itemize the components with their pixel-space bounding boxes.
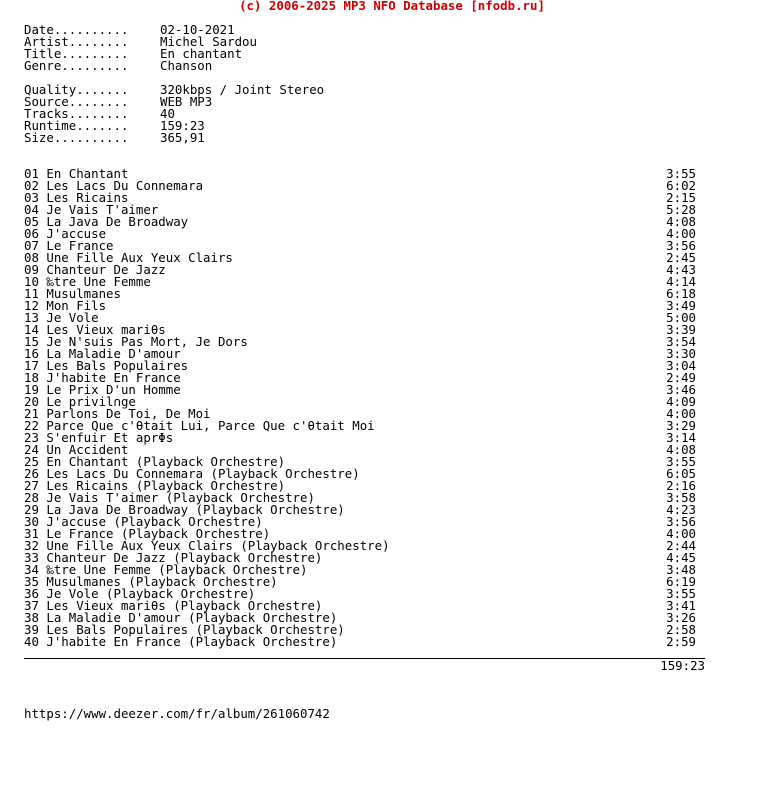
tech-label: Tracks........ bbox=[24, 106, 129, 121]
info-value: Michel Sardou bbox=[160, 34, 257, 49]
track-row bbox=[24, 288, 704, 300]
track-duration: 2:15 bbox=[666, 190, 696, 205]
track-duration: 2:16 bbox=[666, 478, 696, 493]
track-title: 01 En Chantant bbox=[24, 166, 129, 181]
track-title: 21 Parlons De Toi, De Moi bbox=[24, 406, 211, 421]
info-value: Chanson bbox=[160, 58, 213, 73]
track-title: 16 La Maladie D'amour bbox=[24, 346, 181, 361]
source-url[interactable]: https://www.deezer.com/fr/album/261060742 bbox=[24, 706, 330, 721]
track-title: 39 Les Bals Populaires (Playback Orchestre) bbox=[24, 622, 345, 637]
track-duration: 4:14 bbox=[666, 274, 696, 289]
track-duration: 3:56 bbox=[666, 514, 696, 529]
track-title: 03 Les Ricains bbox=[24, 190, 129, 205]
track-title: 31 Le France (Playback Orchestre) bbox=[24, 526, 271, 541]
track-duration: 3:41 bbox=[666, 598, 696, 613]
track-title: 02 Les Lacs Du Connemara bbox=[24, 178, 204, 193]
copyright-banner: (c) 2006-2025 MP3 NFO Database [nfodb.ru] bbox=[239, 0, 545, 13]
track-duration: 3:30 bbox=[666, 346, 696, 361]
track-duration: 5:28 bbox=[666, 202, 696, 217]
track-title: 33 Chanteur De Jazz (Playback Orchestre) bbox=[24, 550, 323, 565]
track-duration: 6:19 bbox=[666, 574, 696, 589]
track-title: 18 J'habite En France bbox=[24, 370, 181, 385]
track-duration: 3:26 bbox=[666, 610, 696, 625]
track-row bbox=[24, 228, 704, 240]
track-title: 36 Je Vole (Playback Orchestre) bbox=[24, 586, 256, 601]
track-duration: 6:05 bbox=[666, 466, 696, 481]
track-title: 09 Chanteur De Jazz bbox=[24, 262, 166, 277]
track-title: 38 La Maladie D'amour (Playback Orchestre) bbox=[24, 610, 338, 625]
track-title: 14 Les Vieux mariθs bbox=[24, 322, 166, 337]
track-title: 22 Parce Que c'θtait Lui, Parce Que c'θtait Moi bbox=[24, 418, 375, 433]
tech-label: Quality....... bbox=[24, 82, 129, 97]
track-title: 10 ‰tre Une Femme bbox=[24, 274, 151, 289]
track-title: 07 Le France bbox=[24, 238, 114, 253]
track-duration: 5:00 bbox=[666, 310, 696, 325]
track-duration: 3:54 bbox=[666, 334, 696, 349]
track-duration: 3:55 bbox=[666, 166, 696, 181]
track-duration: 6:18 bbox=[666, 286, 696, 301]
tech-value: 365,91 bbox=[160, 130, 205, 145]
track-title: 29 La Java De Broadway (Playback Orchestre) bbox=[24, 502, 345, 517]
track-row bbox=[24, 300, 704, 312]
track-duration: 2:45 bbox=[666, 250, 696, 265]
tech-value: 320kbps / Joint Stereo bbox=[160, 82, 325, 97]
tech-value: WEB MP3 bbox=[160, 94, 213, 109]
track-title: 08 Une Fille Aux Yeux Clairs bbox=[24, 250, 233, 265]
track-duration: 3:49 bbox=[666, 298, 696, 313]
track-title: 32 Une Fille Aux Yeux Clairs (Playback Orchestre) bbox=[24, 538, 390, 553]
track-duration: 3:29 bbox=[666, 418, 696, 433]
info-value: 02-10-2021 bbox=[160, 22, 235, 37]
track-title: 06 J'accuse bbox=[24, 226, 107, 241]
track-title: 40 J'habite En France (Playback Orchestre) bbox=[24, 634, 338, 649]
track-duration: 4:00 bbox=[666, 526, 696, 541]
info-label: Artist........ bbox=[24, 34, 129, 49]
track-title: 04 Je Vais T'aimer bbox=[24, 202, 159, 217]
track-duration: 2:58 bbox=[666, 622, 696, 637]
track-title: 15 Je N'suis Pas Mort, Je Dors bbox=[24, 334, 248, 349]
tracklist bbox=[24, 168, 704, 648]
track-title: 37 Les Vieux mariθs (Playback Orchestre) bbox=[24, 598, 323, 613]
track-duration: 4:43 bbox=[666, 262, 696, 277]
total-divider bbox=[24, 658, 705, 659]
track-title: 34 ‰tre Une Femme (Playback Orchestre) bbox=[24, 562, 308, 577]
track-duration: 4:09 bbox=[666, 394, 696, 409]
info-value: En chantant bbox=[160, 46, 243, 61]
track-title: 23 S'enfuir Et aprΦs bbox=[24, 430, 174, 445]
track-title: 20 Le privil∩ge bbox=[24, 394, 136, 409]
info-label: Title......... bbox=[24, 46, 129, 61]
track-duration: 3:55 bbox=[666, 454, 696, 469]
track-duration: 2:49 bbox=[666, 370, 696, 385]
tech-label: Runtime....... bbox=[24, 118, 129, 133]
track-duration: 3:39 bbox=[666, 322, 696, 337]
track-title: 12 Mon Fils bbox=[24, 298, 107, 313]
track-duration: 3:48 bbox=[666, 562, 696, 577]
track-row bbox=[24, 636, 704, 648]
total-runtime: 159:23 bbox=[660, 658, 705, 673]
track-duration: 3:14 bbox=[666, 430, 696, 445]
track-title: 11 Musulmanes bbox=[24, 286, 121, 301]
info-label: Date.......... bbox=[24, 22, 129, 37]
track-duration: 4:00 bbox=[666, 226, 696, 241]
track-title: 13 Je Vole bbox=[24, 310, 99, 325]
track-duration: 4:08 bbox=[666, 442, 696, 457]
track-title: 25 En Chantant (Playback Orchestre) bbox=[24, 454, 286, 469]
tech-label: Source........ bbox=[24, 94, 129, 109]
track-title: 35 Musulmanes (Playback Orchestre) bbox=[24, 574, 278, 589]
track-row bbox=[24, 276, 704, 288]
track-duration: 4:23 bbox=[666, 502, 696, 517]
track-duration: 4:08 bbox=[666, 214, 696, 229]
track-title: 24 Un Accident bbox=[24, 442, 129, 457]
tech-value: 159:23 bbox=[160, 118, 205, 133]
info-label: Genre......... bbox=[24, 58, 129, 73]
track-title: 27 Les Ricains (Playback Orchestre) bbox=[24, 478, 286, 493]
track-duration: 3:56 bbox=[666, 238, 696, 253]
track-duration: 4:45 bbox=[666, 550, 696, 565]
tech-label: Size.......... bbox=[24, 130, 129, 145]
track-title: 17 Les Bals Populaires bbox=[24, 358, 189, 373]
track-duration: 6:02 bbox=[666, 178, 696, 193]
track-title: 05 La Java De Broadway bbox=[24, 214, 189, 229]
track-row bbox=[24, 216, 704, 228]
track-duration: 3:04 bbox=[666, 358, 696, 373]
tech-value: 40 bbox=[160, 106, 175, 121]
track-duration: 4:00 bbox=[666, 406, 696, 421]
track-duration: 3:46 bbox=[666, 382, 696, 397]
track-duration: 2:44 bbox=[666, 538, 696, 553]
track-title: 19 Le Prix D'un Homme bbox=[24, 382, 181, 397]
track-title: 26 Les Lacs Du Connemara (Playback Orchestre) bbox=[24, 466, 360, 481]
track-duration: 2:59 bbox=[666, 634, 696, 649]
track-duration: 3:55 bbox=[666, 586, 696, 601]
track-title: 30 J'accuse (Playback Orchestre) bbox=[24, 514, 263, 529]
track-duration: 3:58 bbox=[666, 490, 696, 505]
track-title: 28 Je Vais T'aimer (Playback Orchestre) bbox=[24, 490, 315, 505]
